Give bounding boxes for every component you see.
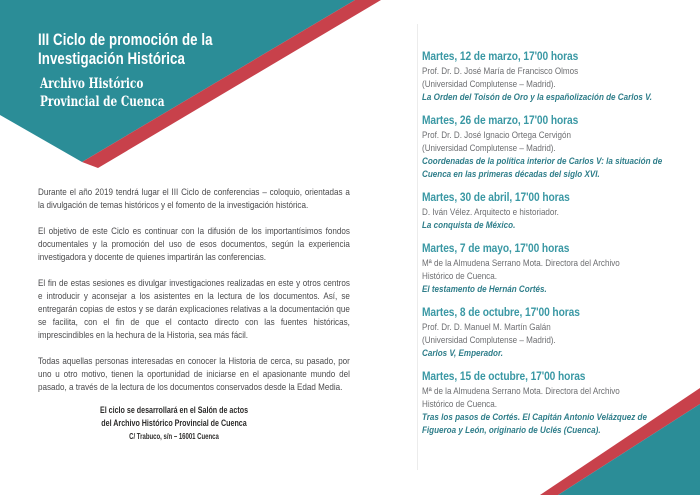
speaker-line: Prof. Dr. D. José Ignacio Ortega Cervigón [422,130,572,141]
archive-name-line2: Provincial de Cuenca [40,94,165,110]
venue-address: C/ Trabuco, s/n – 16001 Cuenca [129,432,219,441]
speaker-line: Mª de la Almudena Serrano Mota. Directora del Archivo [422,258,620,269]
speaker-line: Mª de la Almudena Serrano Mota. Directora del Archivo [422,386,620,397]
page-title [38,30,261,68]
talk-title: El testamento de Hernán Cortés. [422,284,547,295]
speaker-line: (Universidad Complutense – Madrid). [422,143,556,154]
intro-paragraphs [38,186,350,407]
header [38,30,262,111]
speaker-line: Histórico de Cuenca. [422,271,497,282]
talk-title: Coordenadas de la política interior de Carlos V: la situación de Cuenca en las primeras décadas del siglo XVI. [422,156,663,180]
archive-name [40,75,263,111]
intro-paragraph: El objetivo de este Ciclo es continuar con la difusión de los importantísimos fondos documentales y la promoción del uso de esos documentos, según la experiencia investigadora y docente de quienes impartirán las conferencias. [38,226,350,263]
session-datetime: Martes, 15 de octubre, 17'00 horas [422,369,586,383]
intro-paragraph: Todas aquellas personas interesadas en conocer la Historia de cerca, su pasado, por uno u otro motivo, tienen la oportunidad de iniciarse en el apasionante mundo del pasado, a través de la lectura de los documentos conservados desde la Edad Media. [38,356,350,393]
session-datetime: Martes, 30 de abril, 17'00 horas [422,190,570,204]
session-datetime: Martes, 12 de marzo, 17'00 horas [422,49,579,63]
speaker-lines [422,257,674,283]
page-title-line1: III Ciclo de promoción de la [38,30,213,49]
talk-title: La conquista de México. [422,220,516,231]
venue-line1: El ciclo se desarrollará en el Salón de actos [99,405,249,416]
speaker-line: D. Iván Vélez. Arquitecto e historiador. [422,207,559,218]
talk-title: La Orden del Toisón de Oro y la españolización de Carlos V. [422,92,653,103]
talk-title: Tras los pasos de Cortés. El Capitán Antonio Velázquez de Figueroa y León, originario de Uclés (Cuenca). [422,412,647,436]
speaker-lines [422,206,674,219]
talk-title: Carlos V, Emperador. [422,348,503,359]
session-datetime: Martes, 7 de mayo, 17'00 horas [422,241,570,255]
speaker-line: Prof. Dr. D. Manuel M. Martín Galán [422,322,551,333]
schedule-entry [422,190,674,232]
page-title-line2: Investigación Histórica [38,49,185,68]
speaker-line: Prof. Dr. D. José María de Francisco Olmos [422,66,579,77]
speaker-line: (Universidad Complutense – Madrid). [422,79,556,90]
speaker-line: Histórico de Cuenca. [422,399,497,410]
schedule-entry [422,49,674,104]
speaker-line: (Universidad Complutense – Madrid). [422,335,556,346]
schedule-entry [422,369,674,437]
archive-name-line1: Archivo Histórico [40,76,144,92]
schedule-list [422,49,674,446]
speaker-lines [422,321,674,347]
speaker-lines [422,65,674,91]
session-datetime: Martes, 26 de marzo, 17'00 horas [422,113,579,127]
venue-note [69,404,279,442]
speaker-lines [422,129,674,155]
intro-paragraph: Durante el año 2019 tendrá lugar el III Ciclo de conferencias – coloquio, orientadas a la divulgación de temas históricos y el fomento de la investigación histórica. [38,187,350,211]
schedule-entry [422,305,674,360]
schedule-entry [422,241,674,296]
schedule-entry [422,113,674,181]
page-fold-line [417,24,418,470]
intro-paragraph: El fin de estas sesiones es divulgar investigaciones realizadas en este y otros centros e introducir y aconsejar a los asistentes en la lectura de los documentos. Así, se entregarán copias de estos y se darán explicaciones relativas a la documentación que se facilita, con el fin de que el contacto directo con las fuentes históricas, imprescindibles en la hechura de la Historia, sea más fácil. [38,278,350,341]
session-datetime: Martes, 8 de octubre, 17'00 horas [422,305,580,319]
speaker-lines [422,385,674,411]
venue-line2: del Archivo Histórico Provincial de Cuenca [101,418,247,429]
